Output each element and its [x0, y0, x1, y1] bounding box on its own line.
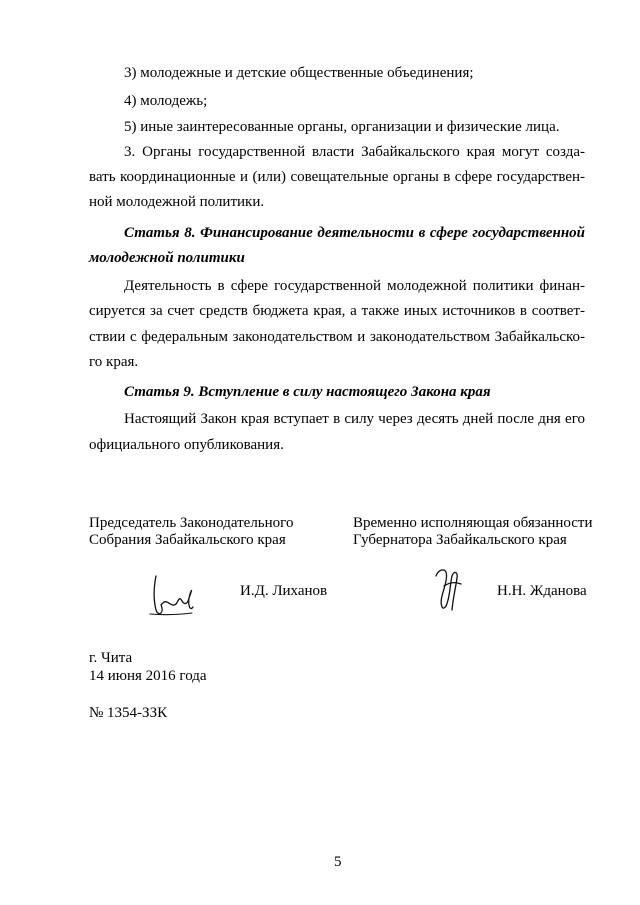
place: г. Чита	[89, 650, 133, 666]
list-item: 3) молодежные и детские общественные объединения;	[124, 65, 474, 81]
left-signatory-title: Председатель Законодательного Собрания Забайкальского края	[89, 515, 294, 548]
list-item: 5) иные заинтересованные органы, организации и физические лица.	[124, 119, 560, 135]
paragraph-line: Настоящий Закон края вступает в силу через десять дней после дня его	[124, 411, 585, 427]
paragraph-line: го края.	[89, 354, 139, 370]
page-number: 5	[334, 854, 342, 870]
right-signatory-name: Н.Н. Жданова	[497, 583, 587, 599]
paragraph-line: официального опубликования.	[89, 437, 284, 453]
paragraph-line: ной молодежной политики.	[89, 194, 265, 210]
paragraph-line: 3. Органы государственной власти Забайкальского края могут созда-	[124, 144, 585, 160]
article-8-title: Статья 8. Финансирование деятельности в сфере государственной	[124, 225, 585, 241]
left-signatory-name: И.Д. Лиханов	[240, 583, 328, 599]
document-number: № 1354-ЗЗК	[89, 705, 168, 721]
paragraph-line: Деятельность в сфере государственной молодежной политики финан-	[124, 278, 585, 294]
article-8-title-continued: молодежной политики	[89, 250, 245, 266]
article-9-title: Статья 9. Вступление в силу настоящего Закона края	[124, 384, 491, 400]
paragraph-line: ствии с федеральным законодательством и законодательством Забайкальско-	[89, 329, 585, 345]
paragraph-line: сируется за счет средств бюджета края, а также иных источников в соответ-	[89, 303, 585, 319]
list-item: 4) молодежь;	[124, 93, 208, 109]
right-signatory-title: Временно исполняющая обязанности Губернатора Забайкальского края	[353, 515, 593, 548]
date: 14 июня 2016 года	[89, 668, 207, 684]
right-handwritten-signature	[430, 566, 464, 618]
left-handwritten-signature	[146, 574, 204, 620]
paragraph-line: вать координационные и (или) совещательные органы в сфере государствен-	[89, 169, 585, 185]
